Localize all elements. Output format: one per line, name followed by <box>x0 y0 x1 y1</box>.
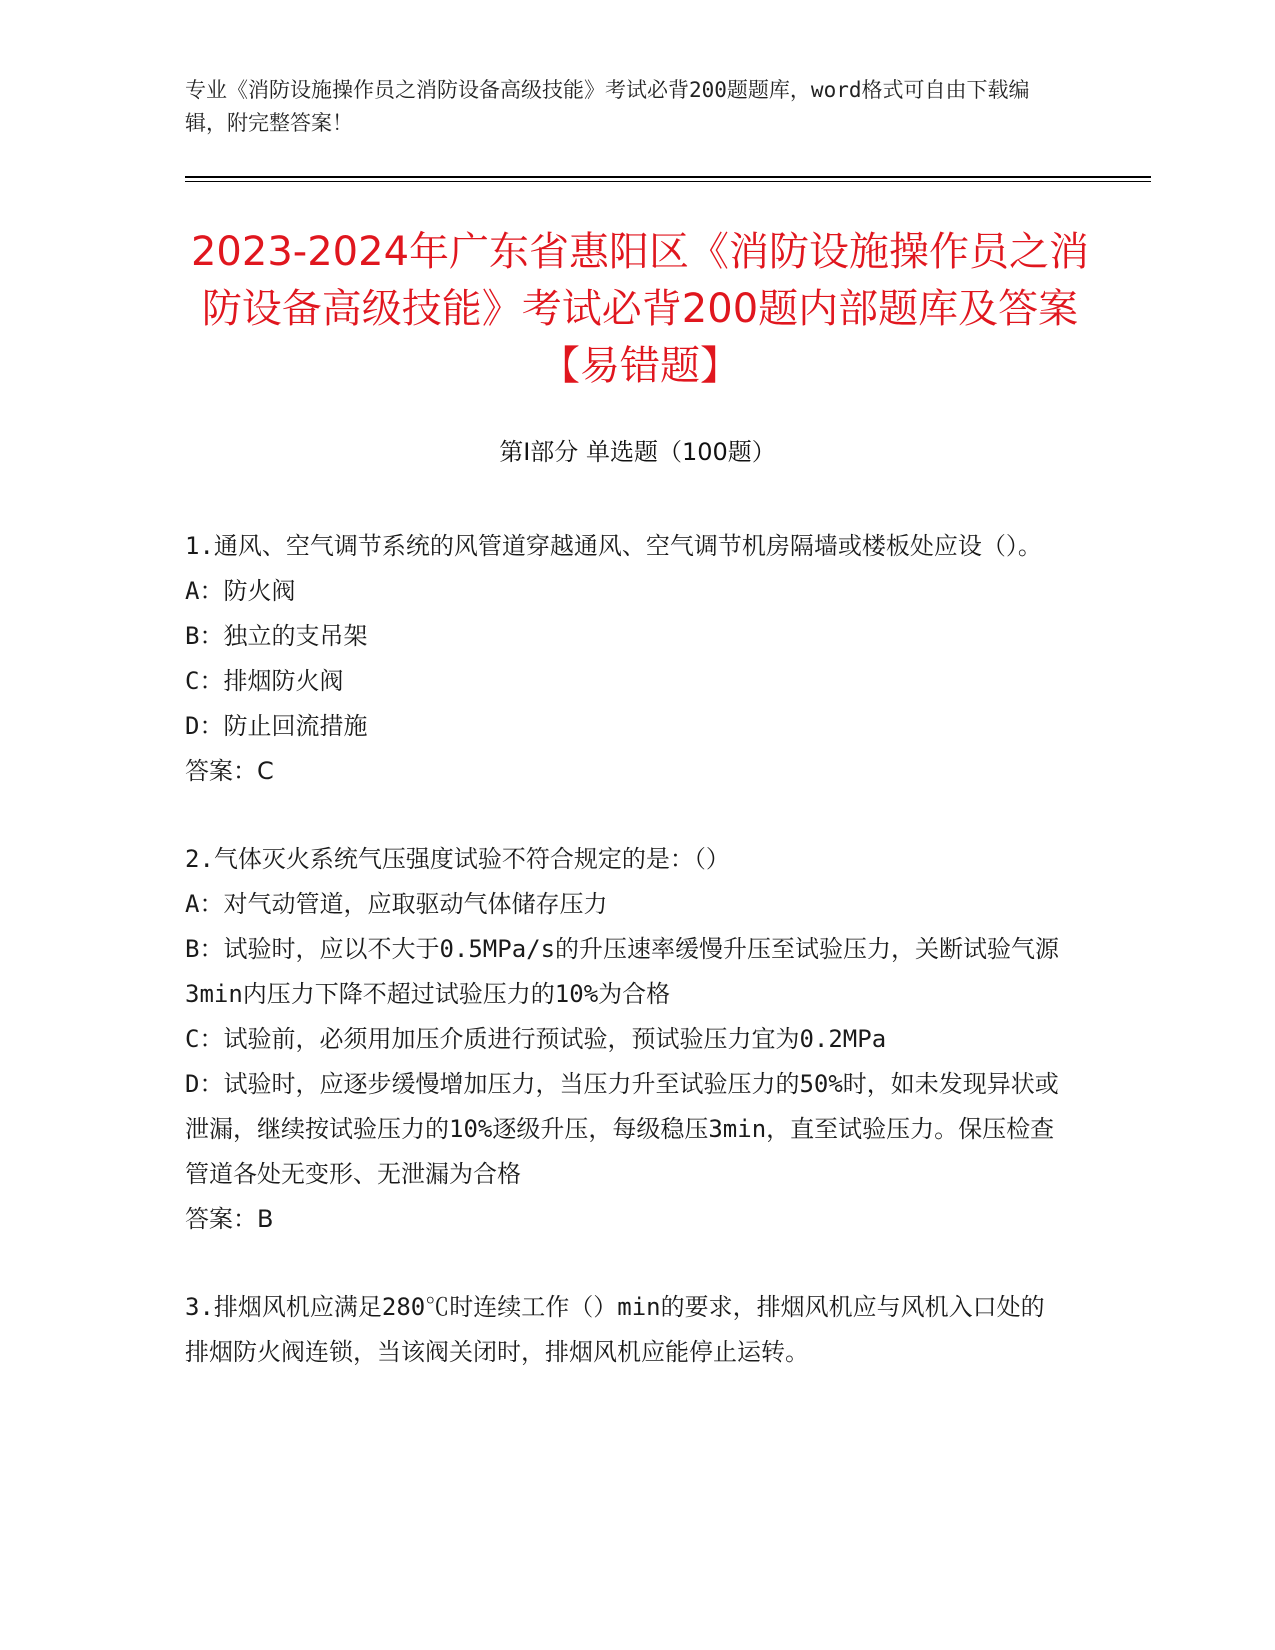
header-divider-thick <box>185 176 1151 178</box>
header-note: 专业《消防设施操作员之消防设备高级技能》考试必背200题题库，word格式可自由下载编辑，附完整答案！ <box>185 78 1030 135</box>
question-list <box>185 524 1065 1418</box>
option-d: D：试验时，应逐步缓慢增加压力，当压力升至试验压力的50%时，如未发现异状或泄漏，继续按试验压力的10%逐级升压，每级稳压3min，直至试验压力。保压检查管道各处无变形、无泄漏为合格 <box>185 1070 1059 1188</box>
option-a: A：对气动管道，应取驱动气体储存压力 <box>185 890 608 918</box>
header-divider-thin <box>185 181 1151 182</box>
option-c: C：试验前，必须用加压介质进行预试验，预试验压力宜为0.2MPa <box>185 1025 887 1053</box>
question-3 <box>185 1285 1065 1375</box>
document-title: 2023-2024年广东省惠阳区《消防设施操作员之消防设备高级技能》考试必背200题内部题库及答案【易错题】 <box>190 229 1090 389</box>
option-b: B：试验时，应以不大于0.5MPa/s的升压速率缓慢升压至试验压力，关断试验气源3min内压力下降不超过试验压力的10%为合格 <box>185 935 1060 1008</box>
question-stem: 2.气体灭火系统气压强度试验不符合规定的是：（） <box>185 845 730 873</box>
option-b: B：独立的支吊架 <box>185 622 368 650</box>
option-c: C：排烟防火阀 <box>185 667 344 695</box>
question-2 <box>185 837 1065 1242</box>
question-1 <box>185 524 1065 794</box>
question-stem: 1.通风、空气调节系统的风管道穿越通风、空气调节机房隔墙或楼板处应设（）。 <box>185 532 1042 560</box>
option-a: A：防火阀 <box>185 577 296 605</box>
question-stem: 3.排烟风机应满足280℃时连续工作（）min的要求，排烟风机应与风机入口处的排烟防火阀连锁，当该阀关闭时，排烟风机应能停止运转。 <box>185 1293 1045 1366</box>
section-heading: 第I部分 单选题（100题） <box>499 438 776 466</box>
option-d: D：防止回流措施 <box>185 712 368 740</box>
answer-label: 答案：B <box>185 1205 274 1233</box>
answer-label: 答案：C <box>185 757 274 785</box>
